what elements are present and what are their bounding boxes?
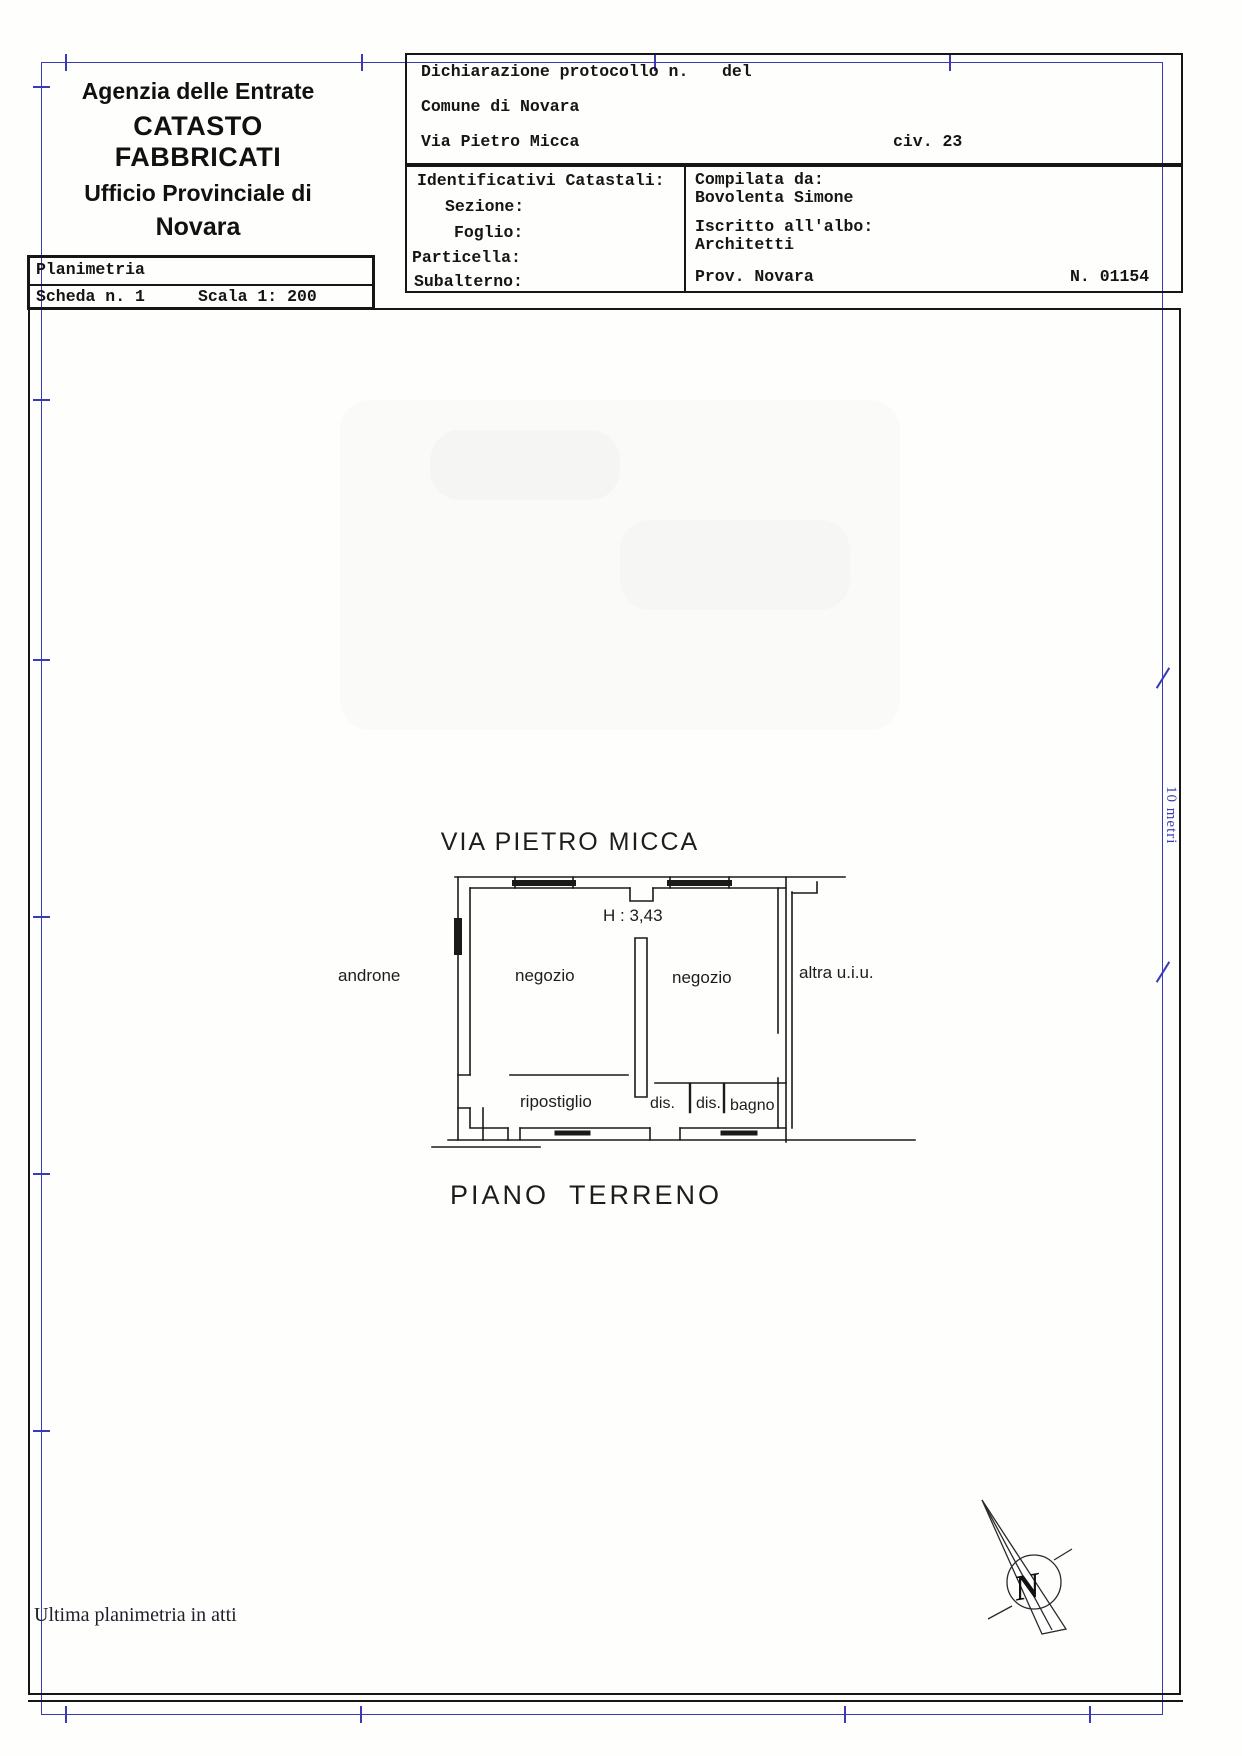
- room-label-bagno: bagno: [730, 1097, 775, 1114]
- register-number: N. 01154: [1070, 267, 1150, 286]
- cadastral-compiler-box: [405, 165, 1183, 293]
- ceiling-height-label: H : 3,43: [603, 906, 663, 925]
- room-label-ripostiglio: ripostiglio: [520, 1092, 592, 1111]
- agency-name: Agenzia delle Entrate: [81, 78, 315, 104]
- drawing-area-border-double-line: [28, 1700, 1183, 1702]
- agency-header: [52, 78, 344, 242]
- room-label-altra-uiu: altra u.i.u.: [799, 963, 874, 982]
- scale-value: Scala 1: 200: [198, 287, 317, 306]
- box-divider: [684, 167, 686, 291]
- compass-north-letter: N: [1010, 1564, 1044, 1609]
- calibration-tick: [1089, 1706, 1091, 1723]
- particella-field: Particella:: [412, 248, 521, 267]
- office-city: Novara: [155, 213, 241, 241]
- foglio-field: Foglio:: [454, 223, 524, 242]
- register-value: Architetti: [695, 235, 795, 254]
- scan-ghost-artifact: [430, 430, 620, 500]
- street-label: Via Pietro Micca: [421, 132, 580, 151]
- province-label: Prov. Novara: [695, 267, 814, 286]
- scalebar-label: 10 metri: [1163, 786, 1179, 845]
- room-label-negozio-left: negozio: [515, 966, 575, 985]
- calibration-tick: [65, 54, 67, 71]
- office-label: Ufficio Provinciale di: [84, 180, 312, 206]
- floor-name-label: PIANO TERRENO: [450, 1180, 723, 1210]
- register-label: Iscritto all'albo:: [695, 217, 874, 236]
- room-label-negozio-right: negozio: [672, 968, 732, 987]
- subalterno-field: Subalterno:: [414, 272, 523, 291]
- cadastral-title: Identificativi Catastali:: [417, 171, 665, 190]
- calibration-tick: [361, 54, 363, 71]
- civic-number: civ. 23: [893, 132, 963, 151]
- calibration-tick: [65, 1706, 67, 1723]
- calibration-tick: [844, 1706, 846, 1723]
- protocol-del-label: del: [722, 62, 752, 81]
- comune-label: Comune di Novara: [421, 97, 580, 116]
- calibration-tick: [33, 86, 50, 88]
- room-label-dis-2: dis.: [696, 1095, 721, 1112]
- planimetria-title: Planimetria: [36, 260, 145, 279]
- box-divider: [30, 284, 372, 286]
- declaration-box: [405, 53, 1183, 165]
- catasto-title: CATASTO FABBRICATI: [114, 111, 282, 172]
- scheda-number: Scheda n. 1: [36, 287, 145, 306]
- floor-plan-drawing: [330, 820, 930, 1160]
- room-label-androne: androne: [338, 966, 401, 985]
- north-compass-icon: [935, 1465, 1095, 1645]
- calibration-tick: [360, 1706, 362, 1723]
- room-label-dis-1: dis.: [650, 1095, 675, 1112]
- planimetria-box: [27, 255, 375, 310]
- street-name-label: VIA PIETRO MICCA: [440, 828, 700, 856]
- sezione-field: Sezione:: [445, 197, 525, 216]
- footer-note: Ultima planimetria in atti: [34, 1604, 237, 1626]
- protocol-label: Dichiarazione protocollo n.: [421, 62, 689, 81]
- compiler-name: Bovolenta Simone: [695, 188, 854, 207]
- compiled-by-label: Compilata da:: [695, 170, 824, 189]
- scan-ghost-artifact: [620, 520, 850, 610]
